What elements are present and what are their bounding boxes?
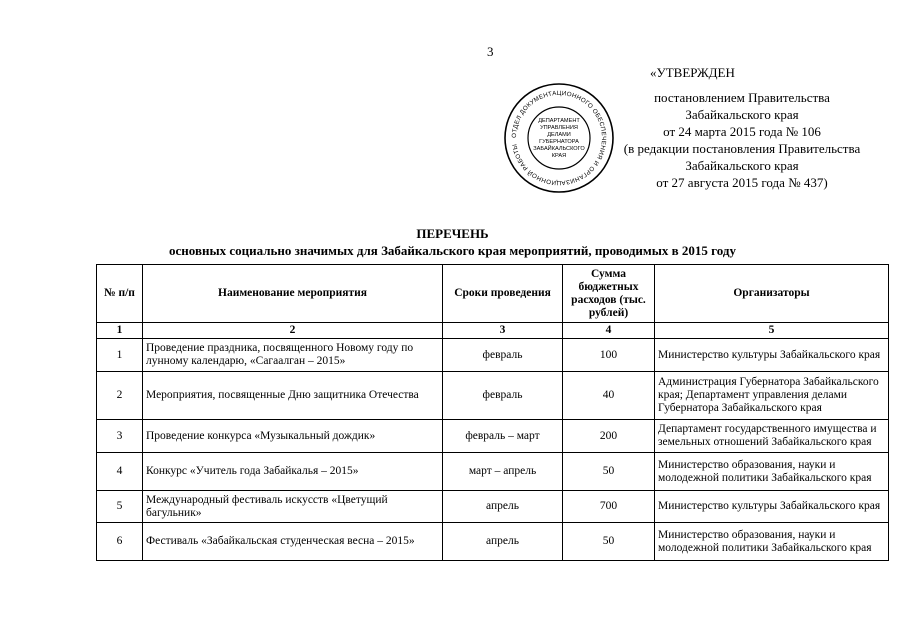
- stamp-center-line: ДЕПАРТАМЕНТ: [538, 118, 580, 124]
- cell-dates: февраль: [443, 372, 563, 420]
- stamp-center-line: ГУБЕРНАТОРА: [539, 139, 579, 145]
- cell-sum: 100: [563, 339, 655, 372]
- column-number: 4: [563, 323, 655, 339]
- cell-sum: 40: [563, 372, 655, 420]
- cell-org: Департамент государственного имущества и земельных отношений Забайкальского края: [655, 420, 889, 453]
- cell-dates: апрель: [443, 491, 563, 523]
- approval-line: (в редакции постановления Правительства: [623, 141, 861, 156]
- cell-org: Министерство образования, науки и молодежной политики Забайкальского края: [655, 523, 889, 561]
- header-num: № п/п: [97, 265, 143, 323]
- cell-name: Фестиваль «Забайкальская студенческая весна – 2015»: [143, 523, 443, 561]
- cell-name: Проведение конкурса «Музыкальный дождик»: [143, 420, 443, 453]
- stamp-ring-text: ОТДЕЛ ДОКУМЕНТАЦИОННОГО ОБЕСПЕЧЕНИЯ И ОРГАНИЗАЦИОННОЙ РАБОТЫ: [510, 89, 608, 187]
- table-row: [97, 523, 889, 561]
- cell-sum: 50: [563, 453, 655, 491]
- column-number-row: [97, 323, 889, 339]
- cell-name: Конкурс «Учитель года Забайкалья – 2015»: [143, 453, 443, 491]
- cell-dates: март – апрель: [443, 453, 563, 491]
- official-stamp: [503, 82, 615, 194]
- header-org: Организаторы: [655, 265, 889, 323]
- stamp-center-line: ЗАБАЙКАЛЬСКОГО: [533, 146, 585, 152]
- table-row: [97, 420, 889, 453]
- cell-name: Международный фестиваль искусств «Цветущий багульник»: [143, 491, 443, 523]
- approval-line: постановлением Правительства: [654, 90, 830, 105]
- cell-dates: февраль – март: [443, 420, 563, 453]
- cell-org: Министерство образования, науки и молодежной политики Забайкальского края: [655, 453, 889, 491]
- column-number: 3: [443, 323, 563, 339]
- approval-block: [612, 64, 872, 191]
- column-number: 5: [655, 323, 889, 339]
- cell-sum: 700: [563, 491, 655, 523]
- cell-org: Министерство культуры Забайкальского края: [655, 339, 889, 372]
- stamp-center-line: КРАЯ: [551, 153, 567, 159]
- table-row: [97, 491, 889, 523]
- stamp-inner-ring: [528, 107, 590, 169]
- cell-name: Мероприятия, посвященные Дню защитника Отечества: [143, 372, 443, 420]
- cell-dates: февраль: [443, 339, 563, 372]
- table-row: [97, 372, 889, 420]
- cell-num: 1: [97, 339, 143, 372]
- table-header-row: [97, 265, 889, 323]
- header-dates: Сроки проведения: [443, 265, 563, 323]
- header-name: Наименование мероприятия: [143, 265, 443, 323]
- cell-sum: 50: [563, 523, 655, 561]
- approval-line: Забайкальского края: [685, 158, 799, 173]
- cell-num: 4: [97, 453, 143, 491]
- stamp-center-line: УПРАВЛЕНИЯ: [540, 125, 578, 131]
- cell-num: 5: [97, 491, 143, 523]
- table-row: [97, 453, 889, 491]
- column-number: 1: [97, 323, 143, 339]
- cell-num: 2: [97, 372, 143, 420]
- approval-line: от 27 августа 2015 года № 437): [656, 175, 828, 190]
- cell-num: 3: [97, 420, 143, 453]
- document-title: ПЕРЕЧЕНЬ: [416, 226, 489, 241]
- approval-heading: «УТВЕРЖДЕН: [650, 65, 735, 80]
- events-table: [96, 264, 889, 561]
- cell-dates: апрель: [443, 523, 563, 561]
- approval-line: от 24 марта 2015 года № 106: [663, 124, 821, 139]
- approval-line: Забайкальского края: [685, 107, 799, 122]
- stamp-outer-ring: [505, 84, 613, 192]
- page-number: 3: [487, 44, 494, 59]
- column-number: 2: [143, 323, 443, 339]
- cell-org: Администрация Губернатора Забайкальского края; Департамент управления делами Губернатора Забайкальского края: [655, 372, 889, 420]
- cell-name: Проведение праздника, посвященного Новому году по лунному календарю, «Сагаалган – 2015»: [143, 339, 443, 372]
- cell-org: Министерство культуры Забайкальского края: [655, 491, 889, 523]
- table-row: [97, 339, 889, 372]
- document-subtitle: основных социально значимых для Забайкальского края мероприятий, проводимых в 2015 году: [169, 243, 736, 258]
- stamp-center-line: ДЕЛАМИ: [547, 132, 571, 138]
- header-sum: Сумма бюджетных расходов (тыс. рублей): [563, 265, 655, 323]
- cell-sum: 200: [563, 420, 655, 453]
- cell-num: 6: [97, 523, 143, 561]
